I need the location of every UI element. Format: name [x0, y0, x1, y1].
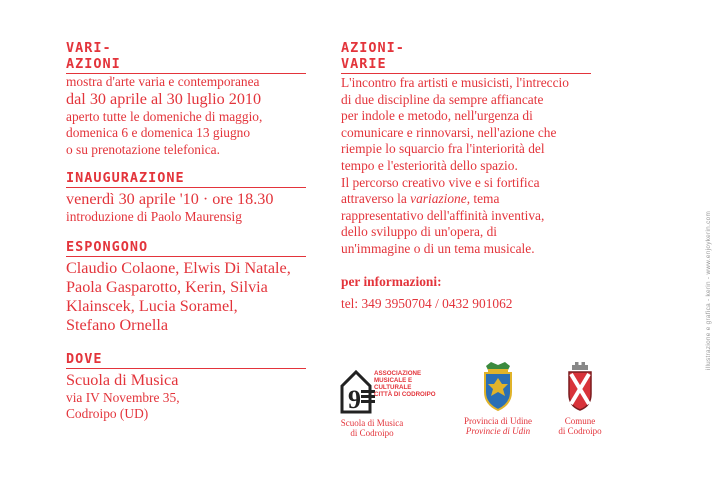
- scuola-caption-1: Scuola di Musica: [340, 418, 404, 428]
- info-phone: tel: 349 3950704 / 0432 901062: [341, 296, 513, 312]
- azioni-line: L'incontro fra artisti e musicisti, l'intreccio: [341, 75, 569, 90]
- espongono-section: [66, 239, 306, 335]
- artist-line: Klainscek, Lucia Soramel,: [66, 297, 238, 316]
- inaugurazione-intro: introduzione di Paolo Maurensig: [66, 208, 242, 224]
- inaugurazione-when: venerdì 30 aprile '10 · ore 18.30: [66, 189, 274, 208]
- azioni-line: per indole e metodo, nell'urgenza di: [341, 108, 533, 124]
- provincia-crest-icon: [481, 360, 515, 412]
- azioni-line: comunicare e rinnovarsi, nell'azione che: [341, 124, 557, 140]
- right-column: [341, 40, 591, 313]
- info-label: per informazioni:: [341, 273, 442, 289]
- azioni-var-post: , tema: [466, 191, 500, 207]
- comune-caption-1: Comune: [564, 416, 596, 426]
- comune-logo: [545, 360, 615, 436]
- azioni-heading-2: VARIE: [341, 56, 387, 72]
- azioni-line: Il percorso creativo vive e si fortifica: [341, 174, 540, 190]
- left-column: [66, 40, 306, 436]
- azioni-line-variazione: [341, 191, 591, 208]
- variazioni-line5: o su prenotazione telefonica.: [66, 141, 220, 157]
- espongono-heading: ESPONGONO: [66, 239, 306, 257]
- dove-venue: Scuola di Musica: [66, 371, 179, 390]
- dove-address: via IV Novembre 35,: [66, 390, 180, 406]
- comune-crest-icon: [566, 360, 594, 412]
- variazioni-dates: dal 30 aprile al 30 luglio 2010: [66, 90, 262, 109]
- azioni-line: dello sviluppo di un'opera, di: [341, 224, 498, 240]
- logos-row: [340, 360, 630, 440]
- artist-line: Claudio Colaone, Elwis Di Natale,: [66, 259, 291, 278]
- azioni-var-em: variazione: [410, 191, 467, 207]
- azioni-var-pre: attraverso la: [341, 191, 411, 207]
- scuola-caption: [340, 418, 404, 438]
- azioni-line: di due discipline da sempre affiancate: [341, 91, 544, 107]
- inaugurazione-heading: INAUGURAZIONE: [66, 170, 306, 188]
- variazioni-heading-2: AZIONI: [66, 56, 121, 72]
- azioni-line: tempo e l'esteriorità dello spazio.: [341, 157, 518, 173]
- assoc-line: MUSICALE E: [374, 377, 413, 384]
- inaugurazione-section: [66, 170, 306, 225]
- provincia-logo: [458, 360, 538, 436]
- assoc-line: CULTURALE: [374, 384, 412, 391]
- comune-caption-2: di Codroipo: [558, 426, 602, 436]
- azioni-paragraph: [341, 75, 591, 258]
- azioni-line: riempie lo squarcio fra l'interiorità del: [341, 141, 545, 157]
- variazioni-heading-1: VARI-: [66, 40, 112, 56]
- scuola-caption-2: di Codroipo: [350, 428, 394, 438]
- variazioni-line4: domenica 6 e domenica 13 giugno: [66, 125, 251, 141]
- dove-heading: DOVE: [66, 351, 306, 369]
- artist-line: Paola Gasparotto, Kerin, Silvia: [66, 278, 268, 297]
- provincia-caption-1: Provincia di Udine: [464, 416, 532, 426]
- variazioni-line1: mostra d'arte varia e contemporanea: [66, 74, 260, 89]
- variazioni-heading: [66, 40, 306, 74]
- svg-text:9: 9: [348, 385, 361, 414]
- azioni-line: un'immagine o di un tema musicale.: [341, 240, 535, 256]
- variazioni-section: [66, 40, 306, 158]
- assoc-text: [374, 370, 464, 398]
- provincia-caption-2: Provincie di Udin: [465, 426, 531, 436]
- azioni-line: rappresentativo dell'affinità inventiva,: [341, 207, 545, 223]
- vertical-credit: illustrazione e grafica - kerin - www.enjoykerin.com: [705, 210, 712, 370]
- dove-city: Codroipo (UD): [66, 406, 149, 422]
- artist-line: Stefano Ornella: [66, 316, 169, 335]
- dove-section: [66, 351, 306, 422]
- azioni-heading: [341, 40, 591, 74]
- music-school-emblem-icon: [340, 366, 376, 416]
- variazioni-line3: aperto tutte le domeniche di maggio,: [66, 109, 263, 125]
- azioni-heading-1: AZIONI-: [341, 40, 405, 56]
- assoc-line: CITTÀ DI CODROIPO: [374, 391, 436, 398]
- assoc-line: ASSOCIAZIONE: [374, 370, 422, 377]
